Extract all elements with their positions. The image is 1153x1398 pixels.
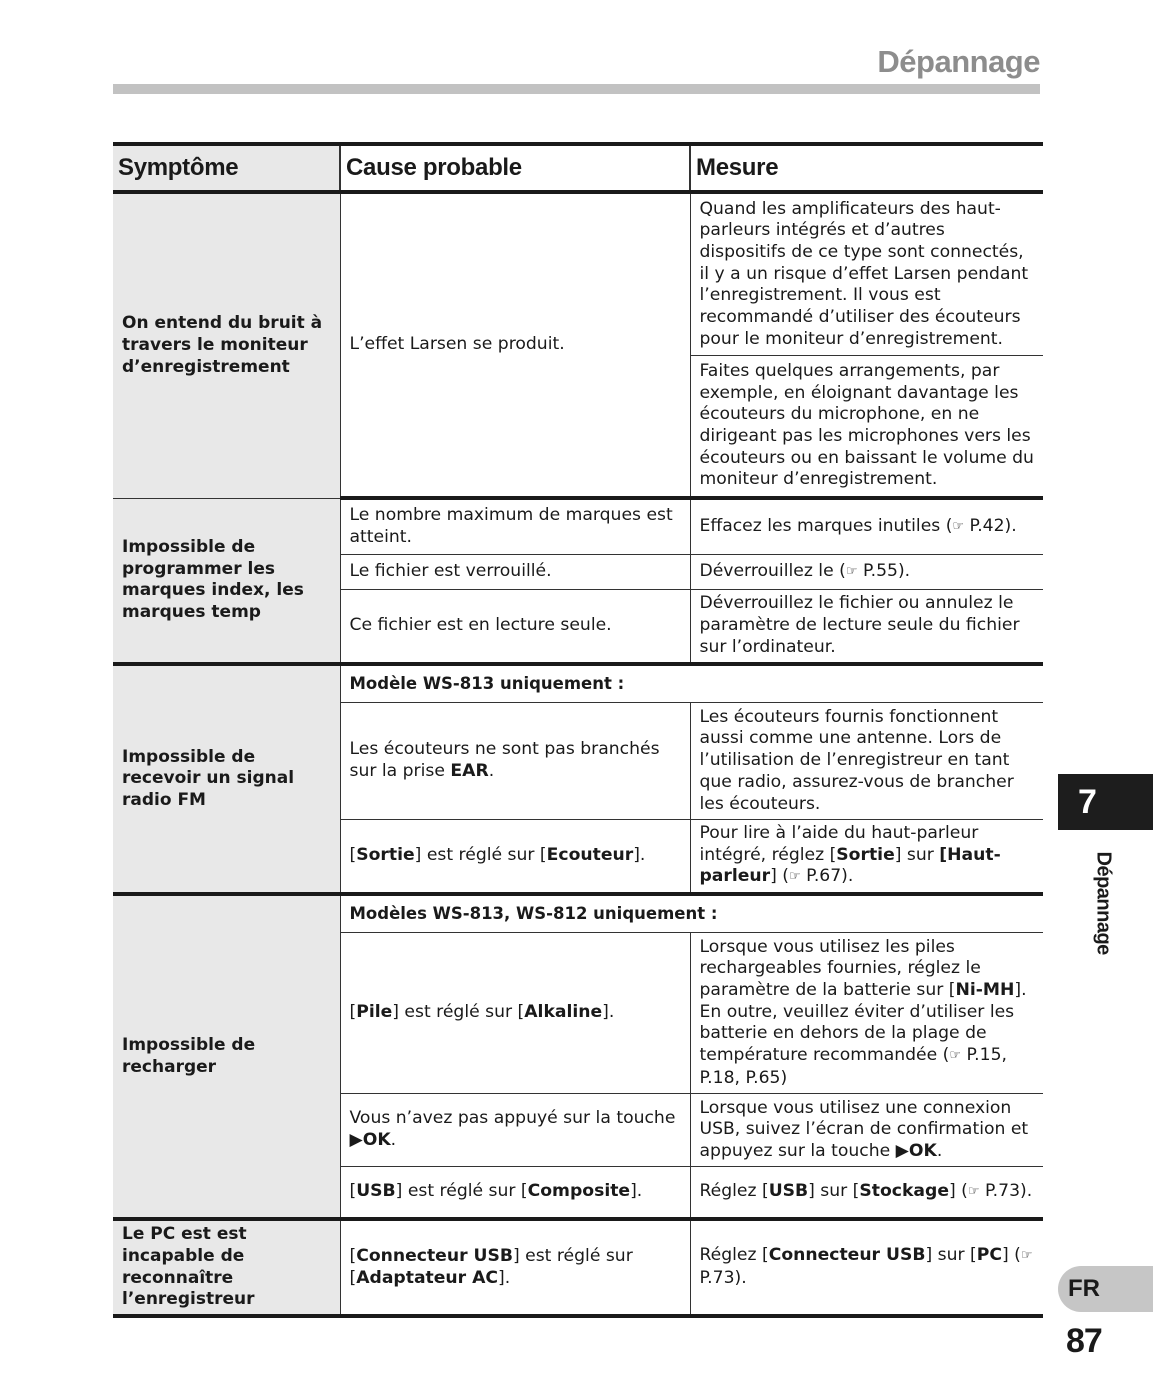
measure-text: ] sur [ [925,1245,977,1266]
page-reference-icon: ☞ [967,1183,980,1199]
measure-cell [690,498,1043,555]
page-reference: P.15, P.18, P.65) [699,1045,1007,1088]
symptom-cell: On entend du bruit à travers le moniteur d’enregistrement [113,192,340,498]
cause-keyword: ▶OK [349,1130,391,1151]
cause-text: ]. [498,1267,511,1288]
page-reference: P.55). [862,560,911,581]
cause-keyword: Composite [527,1181,631,1202]
table-row [113,192,1043,356]
cause-keyword: Sortie [356,845,415,866]
cause-text: ] est réglé sur [ [414,845,547,866]
chapter-number: 7 [1078,782,1097,821]
measure-text: Lorsque vous utilisez une connexion USB, suivez l’écran de confirmation et appuyez sur la touche [699,1097,1029,1161]
chapter-label-text: Dépannage [1092,851,1115,955]
cause-text: Les écouteurs ne sont pas branchés sur la prise [349,739,660,781]
page-reference: P.73). [985,1180,1033,1201]
page-reference: P.42). [969,515,1017,536]
measure-text: Lorsque vous utilisez les piles rechargeables fournies, réglez le paramètre de la batterie sur [ [699,936,981,1001]
measure-text: ] sur [ [808,1180,860,1201]
model-note: Modèle WS-813 uniquement : [340,664,1043,703]
cause-cell: [Connecteur USB] est réglé sur [Adaptateur AC]. [340,1219,690,1316]
measure-cell [690,820,1043,895]
measure-keyword: ▶OK [895,1140,937,1161]
cause-keyword: Alkaline [524,1002,603,1023]
cause-text: ]. [633,845,646,866]
chapter-number-tab [1058,774,1153,830]
language-code: FR [1068,1275,1100,1302]
measure-text: ] ( [1001,1245,1021,1266]
measure-keyword: Ni-MH [955,980,1015,1001]
cause-keyword: USB [356,1181,396,1202]
measure-text: Effacez les marques inutiles ( [699,515,953,536]
measure-cell: Déverrouillez le fichier ou annulez le paramètre de lecture seule du fichier sur l’ordinateur. [690,590,1043,665]
cause-cell [340,703,690,820]
page-reference: P.67). [806,866,854,887]
measure-cell [690,933,1043,1094]
chapter-label [1091,852,1115,962]
measure-cell: Les écouteurs fournis fonctionnent aussi comme une antenne. Lors de l’utilisation de l’enregistreur en tant que radio, assurez-vous de brancher les écouteurs. [690,703,1043,820]
cause-text: ]. [630,1181,643,1202]
cause-text: Vous n’avez pas appuyé sur la touche [349,1108,676,1129]
cause-cell: Le nombre maximum de marques est atteint. [340,498,690,555]
page-title: Dépannage [877,44,1040,79]
measure-cell [690,1094,1043,1167]
measure-keyword: USB [768,1180,809,1201]
measure-cell: Faites quelques arrangements, par exemple, en éloignant davantage les écouteurs du microphone, en ne dirigeant pas les microphones vers les écouteurs ou en baissant le volume du moniteur d’enregistrement. [690,356,1043,499]
measure-keyword: Sortie [836,844,895,865]
symptom-cell: Impossible de recharger [113,894,340,1219]
column-header-measure: Mesure [690,144,1043,192]
measure-keyword: Connecteur USB [768,1245,926,1266]
page-reference: P.73). [699,1268,747,1289]
measure-cell [690,1219,1043,1316]
page-reference-icon: ☞ [949,1048,962,1064]
column-header-symptom: Symptôme [113,144,340,192]
title-rule [113,84,1040,94]
measure-keyword: Stockage [859,1180,949,1201]
cause-text: ] est réglé sur [ [349,1245,633,1288]
column-header-cause: Cause probable [340,144,690,192]
cause-keyword: Pile [356,1002,393,1023]
cause-cell: Ce fichier est en lecture seule. [340,590,690,665]
measure-text: ]. En outre, veuillez éviter d’utiliser les batterie en dehors de la plage de température recommandée ( [699,980,1027,1066]
measure-text: . [936,1140,943,1161]
cause-keyword: Adaptateur AC [356,1267,499,1288]
cause-text: ] est réglé sur [ [395,1181,528,1202]
measure-cell [690,1167,1043,1220]
troubleshooting-table [113,142,1043,1318]
language-tab [1058,1266,1153,1312]
page-number: 87 [1066,1322,1102,1360]
table-row [113,664,1043,703]
symptom-cell: Le PC est est incapable de reconnaître l’enregistreur [113,1219,340,1316]
measure-text: Pour lire à l’aide du haut-parleur intégré, réglez [ [699,823,979,865]
measure-keyword: [Haut-parleur [699,844,1001,887]
page-reference-icon: ☞ [789,869,801,885]
measure-text: Réglez [ [699,1180,769,1201]
cause-cell: L’effet Larsen se produit. [340,192,690,498]
cause-keyword: Ecouteur [546,845,634,866]
model-note: Modèles WS-813, WS-812 uniquement : [340,894,1043,933]
measure-keyword: PC [976,1245,1002,1266]
measure-cell: Quand les amplificateurs des haut-parleurs intégrés et d’autres dispositifs de ce type sont connectés, il y a un risque d’effet Larsen pendant l’enregistrement. Il vous est recommandé d’utiliser des écouteurs pour le moniteur d’enregistrement. [690,192,1043,356]
cause-cell [340,1094,690,1167]
table-row [113,1219,1043,1316]
page-reference-icon: ☞ [1020,1248,1033,1264]
measure-cell [690,555,1043,590]
measure-text: ] ( [770,866,790,887]
symptom-cell: Impossible de programmer les marques index, les marques temp [113,498,340,664]
measure-text: ] sur [894,844,940,865]
cause-text: ]. [602,1002,615,1023]
cause-cell: [Pile] est réglé sur [Alkaline]. [340,933,690,1094]
page-reference-icon: ☞ [845,563,858,579]
table-header-row [113,144,1043,192]
measure-text: ] ( [949,1180,968,1201]
cause-text: . [488,761,495,781]
table-row [113,894,1043,933]
cause-keyword: Connecteur USB [356,1245,513,1266]
cause-keyword: EAR [450,761,489,781]
cause-cell: [USB] est réglé sur [Composite]. [340,1167,690,1220]
table-row [113,498,1043,555]
measure-text: Réglez [ [699,1245,769,1266]
page-reference-icon: ☞ [952,518,965,534]
cause-cell: [Sortie] est réglé sur [Ecouteur]. [340,820,690,895]
measure-text: Déverrouillez le ( [699,560,846,581]
cause-cell: Le fichier est verrouillé. [340,555,690,590]
cause-text: ] est réglé sur [ [392,1002,525,1023]
cause-text: . [390,1130,397,1151]
symptom-cell: Impossible de recevoir un signal radio FM [113,664,340,894]
